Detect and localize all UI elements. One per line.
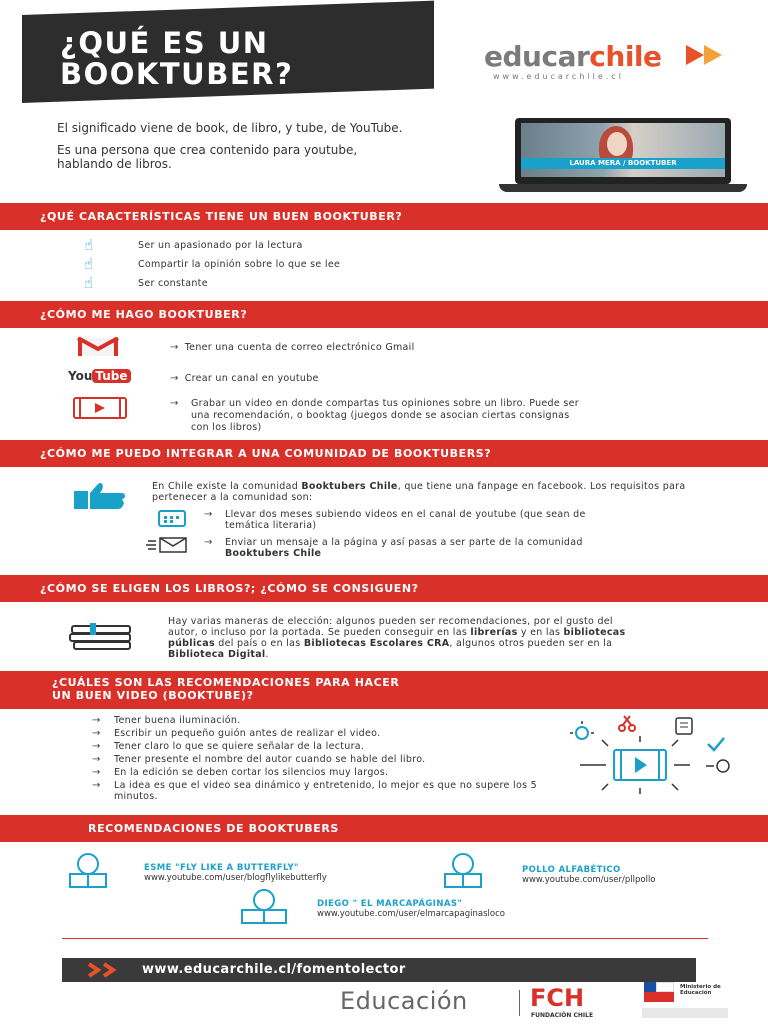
text-bold: librerías — [470, 627, 518, 638]
step-2 — [170, 373, 319, 385]
intro-text-b: Booktubers Chile — [301, 481, 398, 492]
text-part: Hay varias maneras de elección: algunos pueden ser recomendaciones, por el gusto del autor, o incluso por la portada. Se pueden conseguir en las — [168, 616, 613, 638]
pointing-hand-icon: ☝ — [84, 236, 94, 254]
tip-text: En la edición se deben cortar los silencios muy largos. — [114, 767, 389, 778]
arrow-icon: → — [92, 767, 101, 778]
section-4-title: ¿CÓMO SE ELIGEN LOS LIBROS?; ¿CÓMO SE CONSIGUEN? — [40, 582, 419, 595]
logo-part-1: educar — [484, 40, 590, 73]
logo-part-2: chile — [589, 40, 662, 73]
chile-flag-icon — [644, 982, 674, 1002]
step-2-text: Crear un canal en youtube — [184, 373, 319, 384]
community-intro — [152, 481, 732, 503]
text-part: , algunos otros pueden ser en la — [449, 638, 613, 649]
youtube-logo: You Tube — [68, 369, 131, 383]
chevrons-icon — [86, 962, 130, 978]
requirement-2 — [204, 537, 634, 559]
list-item — [92, 741, 552, 752]
intro-paragraph-2: Es una persona que crea contenido para youtube, hablando de libros. — [57, 143, 358, 171]
pointing-hand-icon: ☝ — [84, 274, 94, 292]
video-editing-illustration — [566, 708, 744, 802]
text-bold: Biblioteca Digital — [168, 649, 266, 660]
step-1 — [170, 342, 415, 354]
arrow-icon: → — [92, 715, 101, 726]
divider — [62, 938, 708, 939]
calendar-icon — [157, 508, 187, 528]
section-6-title: RECOMENDACIONES DE BOOKTUBERS — [88, 822, 339, 835]
requirement-1-text: Llevar dos meses subiendo videos en el canal de youtube (que sean de temática literaria) — [225, 509, 586, 531]
ministerio-label: Ministerio de Educación — [680, 984, 721, 996]
laptop-image — [499, 118, 747, 194]
intro — [57, 121, 407, 171]
rec-diego[interactable] — [317, 899, 505, 919]
section-1-heading — [0, 203, 768, 230]
section-5-title-line-1: ¿CUÁLES SON LAS RECOMENDACIONES PARA HACER — [52, 676, 400, 689]
section-2-heading — [0, 301, 768, 328]
text-bold: bibliotecas públicas — [168, 627, 626, 649]
fch-logo: FCH — [530, 984, 585, 1012]
facebook-like-icon — [70, 481, 132, 511]
arrow-icon: → — [170, 373, 179, 384]
page-title — [60, 28, 293, 90]
arrow-icon: → — [92, 754, 101, 765]
tip-text: Tener claro lo que se quiere señalar de la lectura. — [114, 741, 365, 752]
educarchile-logo[interactable] — [484, 40, 662, 73]
tip-text: Tener buena iluminación. — [114, 715, 241, 726]
section-1-title: ¿QUÉ CARACTERÍSTICAS TIENE UN BUEN BOOKTUBER? — [40, 210, 403, 223]
educacion-logo: Educación — [340, 987, 468, 1015]
intro-text-a: En Chile existe la comunidad — [152, 481, 302, 492]
list-item — [92, 728, 552, 739]
title-line-1: ¿QUÉ ES UN — [60, 26, 269, 60]
reader-avatar-icon — [236, 888, 292, 924]
intro-text-c: , que tiene una fanpage en facebook. Los requisitos para pertenecer a la comunidad son: — [152, 481, 686, 503]
gmail-icon — [76, 337, 120, 357]
arrow-icon: → — [92, 741, 101, 752]
rec-url-link[interactable]: www.youtube.com/user/elmarcapaginasloco — [317, 909, 505, 919]
arrow-icon: → — [92, 780, 101, 791]
fch-subtitle: FUNDACIÓN CHILE — [531, 1012, 594, 1019]
section-2-title: ¿CÓMO ME HAGO BOOKTUBER? — [40, 308, 248, 321]
arrow-icon: → — [204, 537, 213, 548]
step-1-text: Tener una cuenta de correo electrónico Gmail — [184, 342, 415, 353]
list-item — [92, 715, 552, 726]
list-item — [92, 780, 552, 802]
logo-url: www.educarchile.cl — [493, 72, 624, 81]
rec-name: DIEGO " EL MARCAPÁGINAS" — [317, 899, 463, 909]
laptop-caption: LAURA MERA / BOOKTUBER — [521, 158, 725, 169]
ministerio-footer-strip — [642, 1008, 728, 1018]
arrow-icon: → — [170, 398, 179, 409]
reader-avatar-icon — [440, 852, 486, 888]
books-icon — [68, 622, 134, 652]
book-selection-text — [168, 616, 638, 660]
title-line-2: BOOKTUBER? — [60, 57, 294, 91]
step-3 — [170, 398, 590, 434]
rec-name: POLLO ALFABÉTICO — [522, 865, 621, 875]
text-part: del país o en las — [214, 638, 304, 649]
tip-text: La idea es que el video sea dinámico y entretenido, lo mejor es que no supere los 5 minutos. — [114, 780, 537, 802]
rec-url-link[interactable]: www.youtube.com/user/blogflylikebutterfly — [144, 873, 327, 883]
requirement-2-text: Enviar un mensaje a la página y así pasas a ser parte de la comunidad — [225, 537, 583, 548]
text-part: y en las — [517, 627, 564, 638]
rec-pollo[interactable] — [522, 865, 656, 885]
rec-name: ESME "FLY LIKE A BUTTERFLY" — [144, 863, 299, 873]
rec-esme[interactable] — [144, 863, 327, 883]
section-3-title: ¿CÓMO ME PUEDO INTEGRAR A UNA COMUNIDAD DE BOOKTUBERS? — [40, 447, 492, 460]
section-5-title-line-2: UN BUEN VIDEO (BOOKTUBE)? — [52, 689, 254, 702]
pointing-hand-icon: ☝ — [84, 255, 94, 273]
arrow-icon: → — [204, 509, 213, 520]
text-part: . — [265, 649, 269, 660]
intro-paragraph-1: El significado viene de book, de libro, y tube, de YouTube. — [57, 121, 403, 135]
section-4-heading — [0, 575, 768, 602]
step-3-text: Grabar un video en donde compartas tus opiniones sobre un libro. Puede ser una recomendación, o booktag (juegos donde se asocian ciertas consignas con los libros) — [191, 398, 579, 433]
logo-divider — [519, 990, 520, 1016]
rec-url-link[interactable]: www.youtube.com/user/pllpollo — [522, 875, 656, 885]
requirement-2-bold: Booktubers Chile — [225, 548, 322, 559]
characteristic-text: Ser un apasionado por la lectura — [138, 240, 303, 251]
section-5-heading — [0, 671, 768, 709]
text-bold: Bibliotecas Escolares CRA — [303, 638, 450, 649]
footer-link-bar[interactable] — [62, 958, 696, 982]
section-6-heading — [0, 815, 768, 842]
tip-text: Tener presente el nombre del autor cuando se hable del libro. — [114, 754, 426, 765]
characteristic-text: Ser constante — [138, 278, 208, 289]
section-3-heading — [0, 440, 768, 467]
logo-arrows-icon — [684, 42, 724, 68]
requirement-1 — [204, 509, 624, 531]
tip-text: Escribir un pequeño guión antes de realizar el video. — [114, 728, 381, 739]
characteristic-text: Compartir la opinión sobre lo que se lee — [138, 259, 341, 270]
arrow-icon: → — [170, 342, 179, 353]
footer-url[interactable]: www.educarchile.cl/fomentolector — [142, 962, 406, 977]
list-item — [92, 767, 552, 778]
video-play-icon — [72, 396, 128, 420]
envelope-icon — [146, 536, 190, 554]
list-item — [92, 754, 552, 765]
arrow-icon: → — [92, 728, 101, 739]
reader-avatar-icon — [66, 852, 110, 888]
video-tips-list — [92, 715, 552, 802]
